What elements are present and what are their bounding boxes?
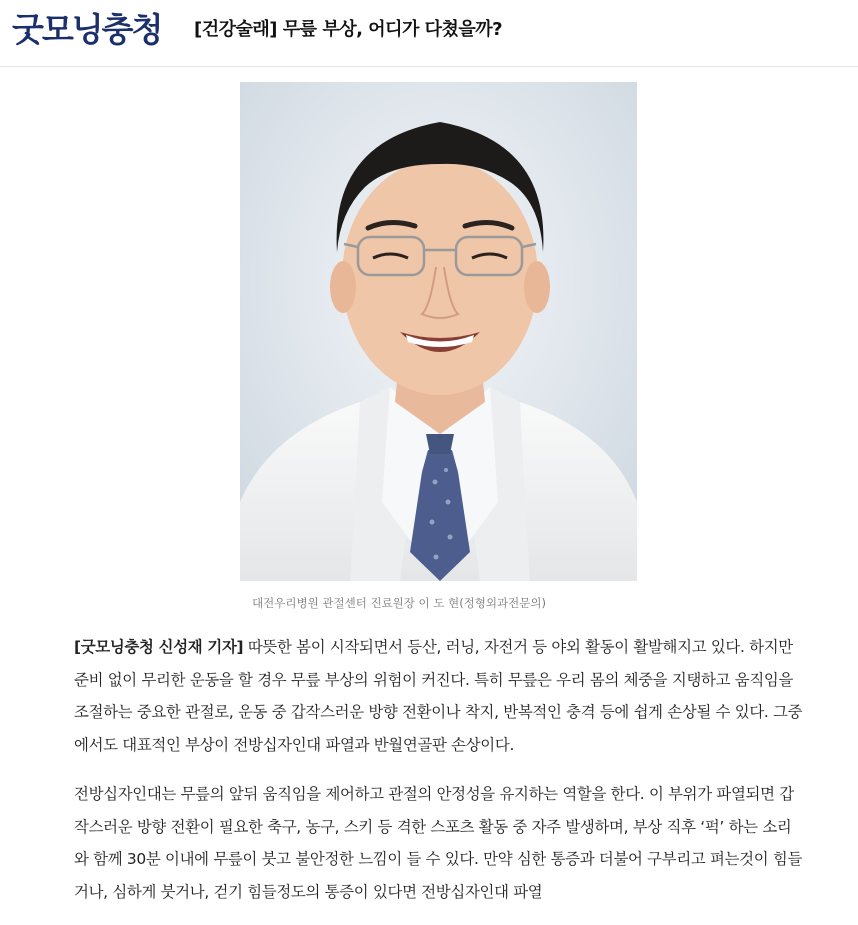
doctor-photo [240,82,637,581]
article-byline: [굿모닝충청 신성재 기자] [74,638,244,656]
article-paragraph-1-text: 따뜻한 봄이 시작되면서 등산, 러닝, 자전거 등 야외 활동이 활발해지고 있다. 하지만 준비 없이 무리한 운동을 할 경우 무릎 부상의 위험이 커진다. 특히 무릎은 우리 몸의 체중을 지탱하고 움직임을 조절하는 중요한 관절로, 운동 중 갑작스러운 방향 전환이나 착지, 반복적인 충격 등에 쉽게 손상될 수 있다. 그중에서도 대표적인 부상이 전방십자인대 파열과 반월연골판 손상이다. [74,638,803,754]
photo-caption: 대전우리병원 관절센터 진료원장 이 도 현(정형외과전문의) [252,596,546,610]
site-header [0,0,858,67]
article-body [74,631,804,925]
site-logo[interactable]: 굿모닝충청 [12,10,162,49]
article-paragraph-2: 전방십자인대는 무릎의 앞뒤 움직임을 제어하고 관절의 안정성을 유지하는 역할을 한다. 이 부위가 파열되면 갑작스러운 방향 전환이 필요한 축구, 농구, 스키 등 격한 스포츠 활동 중 자주 발생하며, 부상 직후 ‘퍽’ 하는 소리와 함께 30분 이내에 무릎이 붓고 불안정한 느낌이 들 수 있다. 만약 심한 통증과 더불어 구부리고 펴는것이 힘들거나, 심하게 붓거나, 걷기 힘들정도의 통증이 있다면 전방십자인대 파열 [74,785,803,901]
article-headline: [건강술래] 무릎 부상, 어디가 다쳤을까? [194,19,503,40]
article-paragraph-1 [74,631,804,761]
doctor-portrait-image [240,82,637,581]
